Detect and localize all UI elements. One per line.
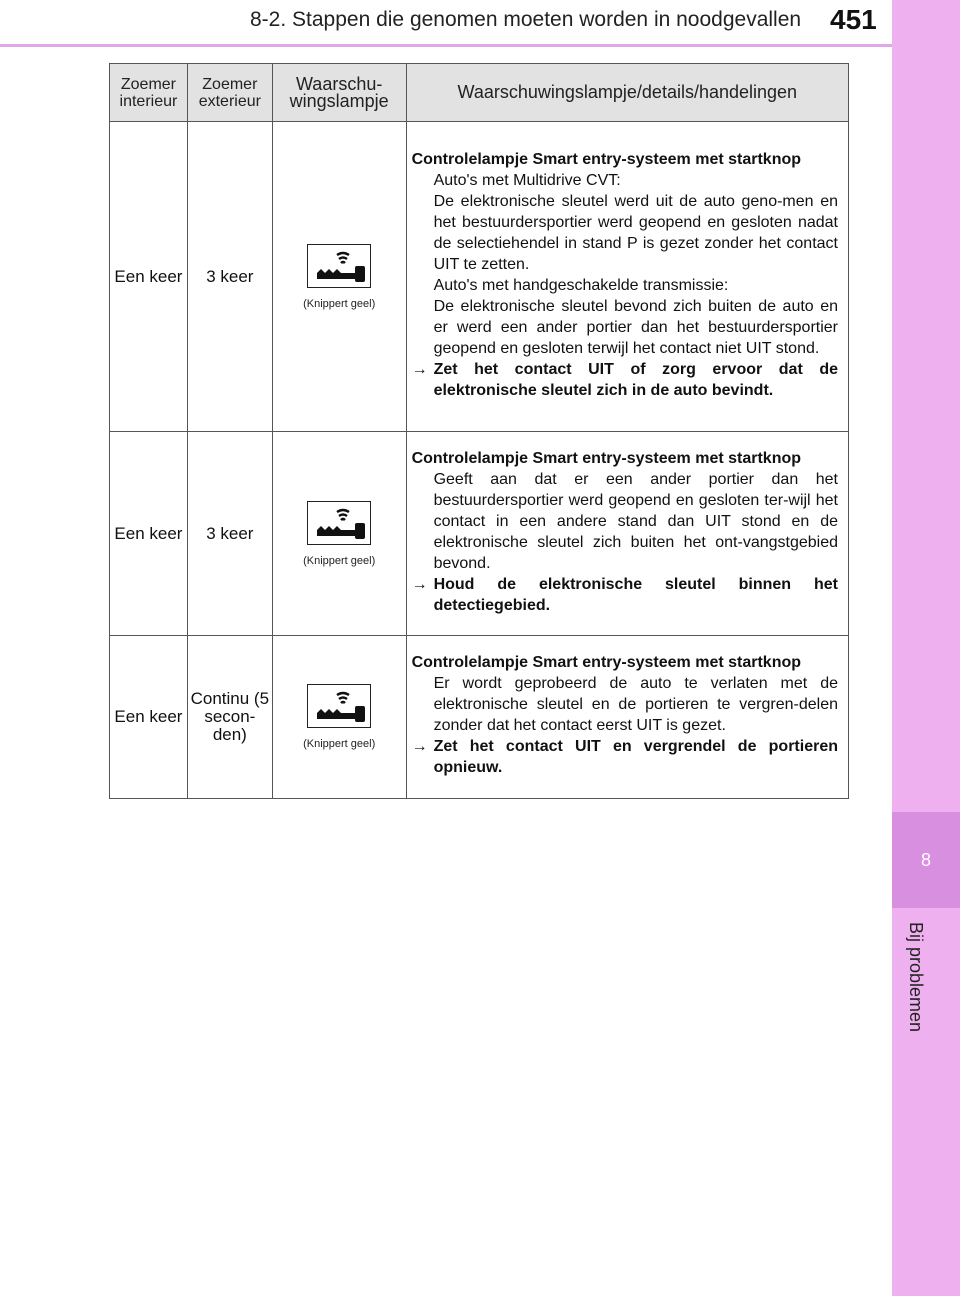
page-number: 451: [830, 4, 877, 35]
buzzer-interior-cell: Een keer: [110, 432, 188, 636]
arrow-icon: →: [411, 360, 428, 378]
buzzer-exterior-cell: 3 keer: [187, 432, 272, 636]
warning-light-cell: [272, 636, 406, 799]
details-paragraph: De elektronische sleutel werd uit de auto geno-men en het bestuurdersportier werd geopend en gesloten nadat de selectiehendel in stand P is gezet zonder het contact UIT te zetten.: [433, 192, 838, 273]
action-instruction: [412, 574, 838, 616]
details-title: Controlelampje Smart entry-systeem met startknop: [411, 449, 802, 467]
action-instruction: [412, 736, 838, 778]
details-paragraph: Auto's met Multidrive CVT:: [433, 171, 621, 189]
action-text: Zet het contact UIT of zorg ervoor dat de elektronische sleutel zich in de auto bevindt.: [433, 360, 838, 399]
header-details: Waarschuwingslampje/details/handelingen: [406, 64, 848, 122]
chapter-number: 8: [920, 850, 931, 870]
arrow-icon: →: [411, 575, 428, 593]
details-paragraph: Er wordt geprobeerd de auto te verlaten met de elektronische sleutel en de portieren te vergren-delen zonder dat het contact eerst UIT is gezet.: [433, 675, 838, 734]
chapter-side-tab: [892, 0, 960, 1296]
details-cell: [406, 122, 848, 432]
table-header-row: [110, 64, 849, 122]
icon-caption: (Knippert geel): [303, 297, 376, 310]
header-buzzer-exterior: Zoemer exterieur: [187, 64, 272, 122]
buzzer-exterior-cell: 3 keer: [187, 122, 272, 432]
details-cell: [406, 432, 848, 636]
smart-key-warning-icon: [307, 684, 371, 728]
warning-light-cell: [272, 122, 406, 432]
action-text: Zet het contact UIT en vergrendel de portieren opnieuw.: [433, 738, 838, 776]
warning-table: [109, 63, 849, 799]
icon-caption: (Knippert geel): [303, 554, 376, 567]
smart-key-warning-icon: [307, 501, 371, 545]
details-paragraph: Geeft aan dat er een ander portier dan het bestuurdersportier werd geopend en gesloten ter-wijl het contact in een andere stand dan UIT stond en de elektronische sleutel zich buiten het ont-vangstgebied bevond.: [433, 470, 838, 572]
header-buzzer-interior: Zoemer interieur: [110, 64, 188, 122]
buzzer-exterior-cell: Continu (5 secon-den): [187, 636, 272, 799]
header-warning-light: Waarschu- wingslampje: [272, 64, 406, 122]
action-text: Houd de elektronische sleutel binnen het detectiegebied.: [433, 575, 838, 614]
details-paragraph: De elektronische sleutel bevond zich buiten de auto en er werd een ander portier dan het bestuurdersportier geopend en gesloten terwijl het contact niet UIT stond.: [433, 297, 838, 357]
table-row: [110, 636, 849, 799]
page-header-title: 8-2. Stappen die genomen moeten worden in noodgevallen: [250, 8, 802, 31]
icon-caption: (Knippert geel): [303, 738, 376, 750]
buzzer-interior-cell: Een keer: [110, 122, 188, 432]
details-title: Controlelampje Smart entry-systeem met startknop: [411, 654, 802, 671]
chapter-label: Bij problemen: [906, 922, 926, 1033]
warning-light-cell: [272, 432, 406, 636]
details-title: Controlelampje Smart entry-systeem met startknop: [411, 150, 802, 168]
details-cell: [406, 636, 848, 799]
table-row: [110, 122, 849, 432]
smart-key-warning-icon: [307, 244, 371, 288]
header-divider: [0, 44, 892, 47]
action-instruction: [412, 359, 838, 401]
details-paragraph: Auto's met handgeschakelde transmissie:: [433, 276, 729, 294]
arrow-icon: →: [411, 738, 428, 755]
table-row: [110, 432, 849, 636]
buzzer-interior-cell: Een keer: [110, 636, 188, 799]
